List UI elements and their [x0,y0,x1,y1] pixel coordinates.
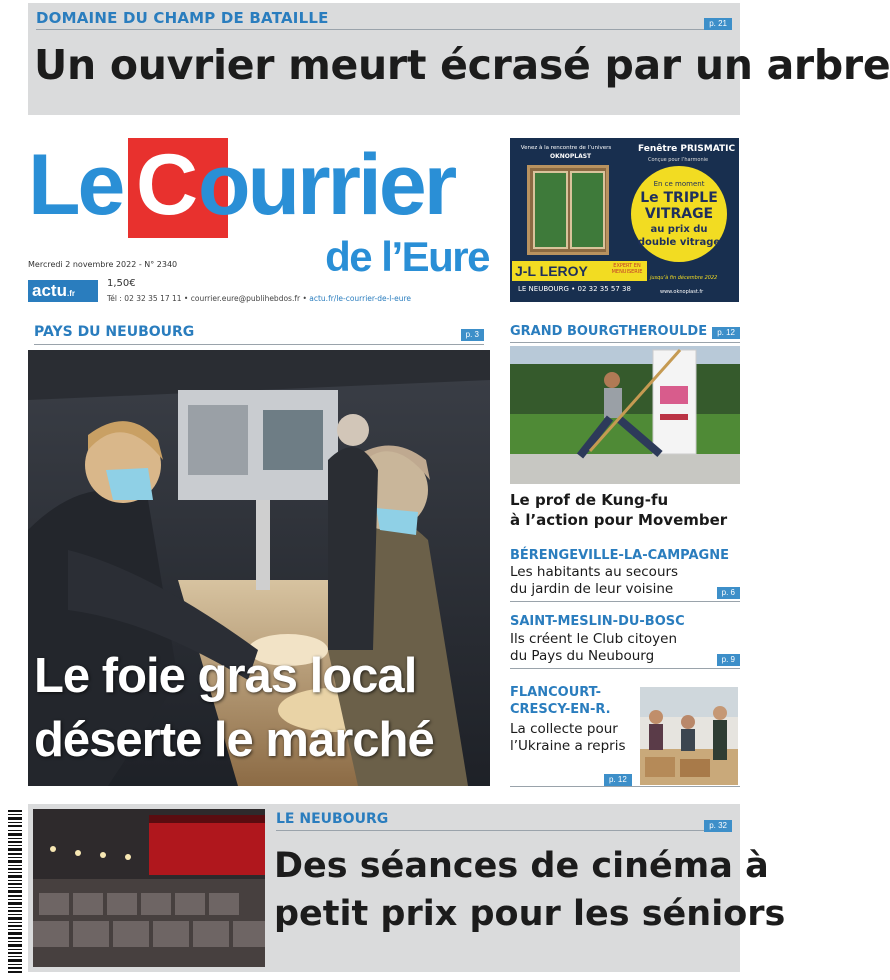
contact-line [107,294,411,303]
ad-offer-circle [631,166,727,262]
ad-offer-line1: En ce moment [653,180,705,188]
story1-divider [510,342,740,343]
issue-date: Mercredi 2 novembre 2022 - N° 2340 [28,260,178,269]
contact-link[interactable]: actu.fr/le-courrier-de-l-eure [309,294,411,303]
barcode [6,808,24,976]
ukraine-collection-photo [640,687,738,785]
bottom-story-page-number: p. 32 [704,820,732,832]
story4-kicker-line1: FLANCOURT- [510,685,602,700]
masthead-title-rest: ourrier [198,137,455,233]
story3-kicker: SAINT-MESLIN-DU-BOSC [510,614,685,629]
story4-line1[interactable]: La collecte pour [510,721,618,737]
ad-offer-line4: au prix du [650,224,708,235]
top-story-divider [36,29,732,30]
bottom-story-headline[interactable] [274,842,785,938]
bottom-story-kicker: LE NEUBOURG [276,811,389,827]
main-story-kicker: PAYS DU NEUBOURG [34,324,195,340]
price: 1,50€ [107,278,136,289]
story2-page-number: p. 6 [717,587,740,599]
main-story-headline-line2[interactable]: déserte le marché [34,713,434,767]
story4-line2[interactable]: l’Ukraine a repris [510,738,626,754]
story4-divider [510,786,740,787]
story3-divider [510,668,740,669]
main-story-divider [34,344,484,345]
masthead-title-c: C [136,137,199,233]
story1-kicker: GRAND BOURGTHEROULDE [510,324,708,339]
contact-text: Tél : 02 32 35 17 11 • courrier.eure@publihebdos.fr • [107,294,310,303]
story1-title-line2[interactable]: à l’action pour Movember [510,511,728,529]
main-story-headline-line1[interactable]: Le foie gras local [34,649,417,703]
top-story-kicker: DOMAINE DU CHAMP DE BATAILLE [36,9,329,27]
actu-logo-suffix: .fr [66,289,75,298]
ad-offer-line3: VITRAGE [644,206,714,222]
story2-line1[interactable]: Les habitants au secours [510,564,679,580]
story4-page-number: p. 12 [604,774,632,786]
masthead-subtitle: de l’Eure [325,233,489,280]
right-column [510,320,740,790]
main-story-page-number: p. 3 [461,329,484,341]
window-pane-right [570,171,605,249]
ad-product-sub: Conçue pour l’harmonie [648,157,709,163]
window-pane-left [533,171,568,249]
main-story[interactable] [28,320,490,786]
bottom-story-divider [276,830,732,831]
masthead [28,133,493,311]
story3-line1[interactable]: Ils créent le Club citoyen [510,631,678,647]
actu-logo-text: actu [32,281,67,300]
ad-intro: Venez à la rencontre de l’univers [520,145,612,151]
actu-logo[interactable] [28,280,98,302]
kung-fu-photo [510,346,740,484]
top-story-headline[interactable]: Un ouvrier meurt écrasé par un arbre [34,41,890,89]
ad-offer-line2: Le TRIPLE [640,190,718,206]
ad-offer-line5: double vitrage [637,237,721,248]
story3-page-number: p. 9 [717,654,740,666]
top-story-page-number: p. 21 [704,18,732,30]
cinema-photo [33,809,265,967]
ad-until: jusqu’à fin décembre 2022 [650,275,718,281]
story1-title-line1[interactable]: Le prof de Kung-fu [510,491,669,509]
bottom-story-headline-line1: Des séances de cinéma à [274,846,769,886]
story2-divider [510,601,740,602]
bottom-story-banner[interactable] [28,804,786,972]
story3-line2[interactable]: du Pays du Neubourg [510,648,655,664]
ad-product: Fenêtre PRISMATIC [638,144,736,154]
ad-phone: LE NEUBOURG • 02 32 35 57 38 [518,285,631,293]
story2-kicker: BÉRENGEVILLE-LA-CAMPAGNE [510,548,729,563]
story1-page-number: p. 12 [712,327,740,339]
bottom-story-headline-line2: petit prix pour les séniors [274,894,786,934]
story4-kicker-line2: CRESCY-EN-R. [510,702,611,717]
masthead-title-le: Le [28,137,123,233]
ad-expert: EXPERT EN MENUISERIE [607,261,647,281]
story2-line2[interactable]: du jardin de leur voisine [510,581,674,597]
ad-dealer: J-L LEROY [512,261,608,281]
top-story-banner[interactable] [28,3,890,115]
advertisement[interactable] [510,138,739,302]
ad-brand: OKNOPLAST [550,153,592,160]
ad-site[interactable]: www.oknoplast.fr [660,289,704,295]
market-stall-photo [28,350,490,786]
window-product-image [527,165,609,255]
